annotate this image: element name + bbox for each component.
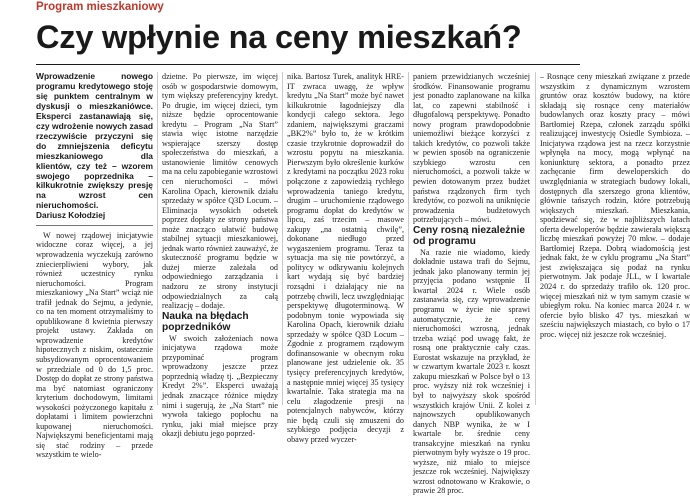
column-divider [282,72,283,405]
section-subheading: Nauka na błędach poprzedników [162,310,249,334]
column-4 [413,72,530,496]
author-divider [36,225,153,226]
column-5 [540,72,690,405]
body-paragraph: W nowej rządowej inicjatywie widoczne coraz więcej, a jej wprowadzenia wyczekują zarówno zniecierpliwieni wybory, jak również uczestnicy rynku nieruchomości. Program mieszkaniowy „Na Start” wciąż nie trafił jednak do Sejmu, a jedynie, co na ten moment otrzymaliśmy to opublikowane 8 kwietnia pierwszy projekt ustawy. Zakłada on wprowadzenie kredytów hipotecznych z niskim, ostatecznie subsydiowanym oprocentowaniem w przedziale od 0 do 1,5 proc. Dostęp do dopłat ze strony państwa ma być natomiast ograniczony kryterium dochodowym, limitami wysokości pożyczonego kapitału z dopłatami i limitem powierzchni kupowanej nieruchomości. Największymi beneficjentami mają się stać rodziny – przede wszystkim te wielo- [36,230,153,460]
article-headline: Czy wpłynie na ceny mieszkań? [36,19,522,55]
article-lead: Wprowadzenie nowego programu kredytowego stoję się punktem centralnym w dyskusji o mieszkaniówce. Eksperci zastanawiają się, czy wdrożenie nowych zasad rzeczywiście przyczyni się do zmniejszenia deficytu mieszkaniowego dla klientów, czy też – wzorem swojego poprzednika – kilkukrotnie zwiększy presję na wzrost cen nieruchomości. [36,71,153,211]
column-1 [36,71,153,460]
article-author: Dariusz Kołodziej [36,210,106,221]
body-paragraph: W swoich założeniach nowa inicjatywa rządowa może przypominać program wprowadzony jeszcze przez poprzednią władzę tj. „Bezpieczny Kredyt 2%”. Eksperci uważają jednak znaczące różnice między nimi i sugerują, że „Na Start” nie wywoła takiego popłochu na rynku, jaki miał miejsce przy okazji debiutu jego poprzed- [162,333,278,439]
column-divider [535,72,536,405]
column-divider [157,72,158,405]
column-divider [408,72,409,405]
column-2 [162,72,278,439]
body-paragraph: nika. Bartosz Turek, analityk HRE-IT zwraca uwagę, że wpływ kredytu „Na Start” może być nawet kilkukrotnie łagodniejszy dla kondycji całego sektora. Jego zdaniem, największymi graczami „BK2%” było to, że w krótkim czasie trzykrotnie doprowadził do wzrostu popytu na mieszkania. Pierwszym było określenie kurków z kredytami na początku 2023 roku połączone z zapowiedzią rychłego wprowadzenia taniego kredytu, drugim – uruchomienie rządowego programu dopłat do kredytów w lipcu, zaś trzecim – masowe zakupy „na ostatnią chwilę”, dokonane niedługo przed wygaszeniem programu. Teraz ta sytuacja ma się nie powtórzyć, a politycy w odkrywaniu kolejnych kart wydają się być bardziej rozsądni i działający nie na potrzebę chwili, lecz uwzględniając perspektywę długoterminową. W podobnym tonie wypowiada się Karolina Opach, kierownik działu sprzedaży w spółce Q3D Locum – Zgodnie z programem rządowym dofinansowanie w obecnym roku planowane jest udzielenie ok. 35 tysięcy preferencyjnych kredytów, a następnie mniej więcej 35 tysięcy kwartalnie. Taka strategia ma na celu złagodzenie presji na potencjalnych nabywców, którzy nie będą czuli się zmuszeni do szybkiego podjęcia decyzji z obawy przed wyczer- [287,72,404,444]
body-paragraph: Na razie nie wiadomo, kiedy dokładnie ustawa trafi do Sejmu, jednak jako planowany termin jej przyjęcia podano wstępnie II kwartał 2024 r. Wiele osób zastanawia się, czy wprowadzenie programu w życie nie sprawi automatycznie, że ceny nieruchomości wzrosną, jednak trzeba wziąć pod uwagę fakt, że rosną one praktycznie cały czas. Eurostat wskazuje na przykład, że w czwartym kwartale 2023 r. koszt zakupu mieszkań w Polsce był o 13 proc. wyższy niż rok wcześniej i był to najwyższy skok spośród wszystkich krajów Unii. Z kolei z najnowszych opublikowanych danych NBP wynika, że w I kwartale br. średnie ceny transakcyjne mieszkań na rynku pierwotnym były wyższe o 19 proc. wyższe, niż miało to miejsce jeszcze rok wcześniej. Największy wzrost odnotowano w Krakowie, o prawie 28 proc. [413,247,530,496]
body-paragraph: – Rosnące ceny mieszkań związane z przede wszystkim z dynamicznym wzrostem gruntów oraz kosztów budowy, na które składają się rosnące ceny materiałów budowlanych oraz koszty pracy – mówi Bartłomiej Rzepa, członek zarządu spółki realizującej inwestycję Osiedle Symbioza. – Inicjatywa rządowa jest na rzecz korzystnie wpłynęła na mocy, mogą wpłynąć na koniunkturę sektora, a ponadto przez zachęcanie firm deweloperskich do uwzględniania w strategiach budowy lokali, dostępnych dla szerszego grona klientów, głównie tańszych rodzin, które potrzebują większych mieszkań. Mieszkania, spodziewać się, że w najbliższych latach oferta deweloperów będzie zawierała większą liczbę mieszkań powyżej 70 mkw. – dodaje Bartłomiej Rzepa. Dobrą wiadomością jest jednak fakt, że w cyklu programu „Na Start” jest zwiększająca się podaż na rynku pierwotnym. Jak podaje JLL, w I kwartale 2024 r. do sprzedaży trafiło ok. 120 proc. więcej mieszkań niż w tym samym czasie w ubiegłym roku. Na koniec marca 2024 r. w ofercie było blisko 47 tys. mieszkań w sześciu największych miastach, co było o 17 proc. więcej niż jeszcze rok wcześniej. [540,72,690,339]
section-subheading: Ceny rosną niezależnie od programu [413,224,526,248]
body-paragraph: dzietne. Po pierwsze, im więcej osób w gospodarstwie domowym, tym większy preferencyjny kredyt. Po drugie, im więcej dzieci, tym niższe będzie oprocentowanie kredytu – Program „Na Start” stawia więc istotne narzędzie wspierające szerszy dostęp społeczeństwa do mieszkań, a ustanowienie limitów cenowych ma na celu zapobieganie wzrostowi cen nieruchomości – mówi Karolina Opach, kierownik działu sprzedaży w spółce Q3D Locum. – Eliminacja wysokich odsetek poprzez dopłaty ze strony państwa może znacząco ułatwić budowę stabilnej sytuacji mieszkaniowej, jednak warto również zauważyć, że skuteczność programu będzie w dużej mierze zależała od odpowiedniego zarządzania i nadzoru ze strony instytucji odpowiedzialnych za całą realizację – dodaje. [162,72,278,311]
section-kicker: Program mieszkaniowy [36,1,164,13]
headline-divider [36,64,580,65]
body-paragraph: paniem przewidzianych wcześniej środków. Finansowanie programu jest ponadto zaplanowane na kilka lat, co zapewni stabilność i długofalową perspektywę. Ponadto nowy program prawdopodobnie uniemożliwi bieżące korzyści z takich kredytów, co pozwoli także w pewien sposób na ograniczenie szybkiego wzrostu cen nieruchomości, a pozwoli także w pewien dotowanym przez budżet państwa rządzonych firm tych kredytów, co pozwoli na uniknięcie prowadzenia budżetowych potrzebujących – mówi. [413,72,530,225]
column-3 [287,72,404,444]
